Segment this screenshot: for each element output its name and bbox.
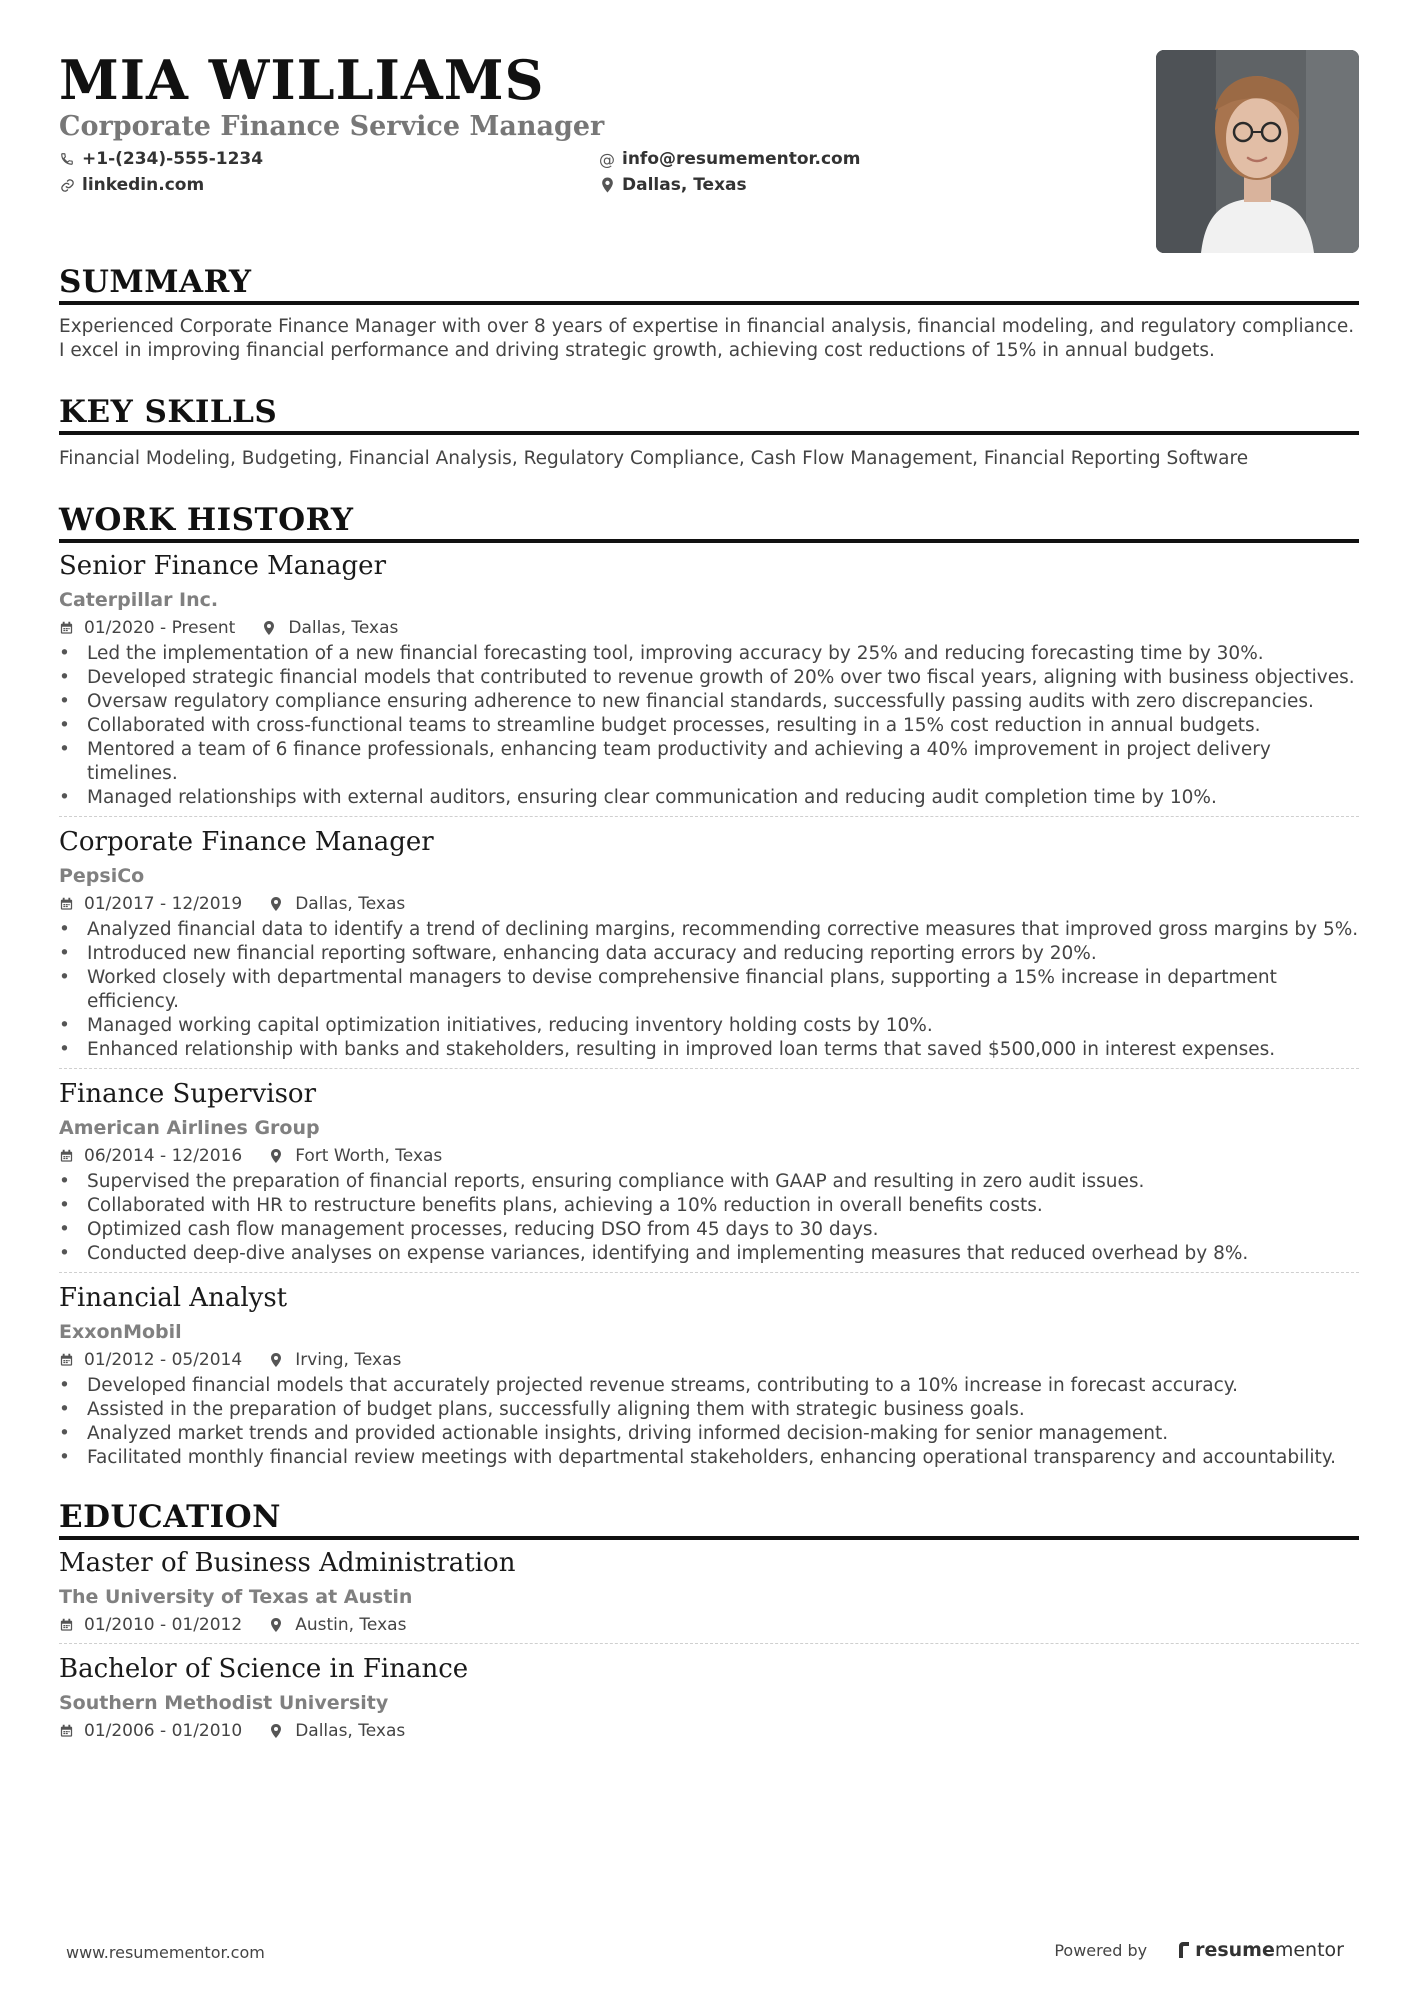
job-location: Fort Worth, Texas	[295, 1146, 443, 1166]
job-entry	[59, 1281, 1359, 1476]
bullet-item: • Developed strategic financial models that contributed to revenue growth of 20% over two fiscal years, aligning with business objectives.	[59, 666, 1359, 690]
phone-text: +1-(234)-555-1234	[82, 149, 264, 169]
bullet-item: • Mentored a team of 6 finance professionals, enhancing team productivity and achieving a 40% improvement in project delivery timelines.	[59, 738, 1359, 786]
skills-heading: KEY SKILLS	[59, 393, 1359, 435]
bullet-item: • Led the implementation of a new financial forecasting tool, improving accuracy by 25% and reducing forecasting time by 30%.	[59, 642, 1359, 666]
resume-page	[59, 50, 1359, 1757]
job-dates: 01/2020 - Present	[84, 618, 236, 638]
job-role: Financial Analyst	[59, 1283, 288, 1313]
job-role: Senior Finance Manager	[59, 551, 386, 581]
job-meta	[59, 892, 1359, 916]
calendar-icon	[59, 1617, 75, 1633]
calendar-icon	[59, 1723, 75, 1739]
bullet-item: • Enhanced relationship with banks and stakeholders, resulting in improved loan terms that saved $500,000 in interest expenses.	[59, 1038, 1359, 1062]
job-meta	[59, 1348, 1359, 1372]
resume-header	[59, 50, 1359, 255]
bullet-item: • Supervised the preparation of financial reports, ensuring compliance with GAAP and resulting in zero audit issues.	[59, 1170, 1359, 1194]
footer-powered	[1054, 1939, 1344, 1961]
job-entry	[59, 1077, 1359, 1273]
education-heading: EDUCATION	[59, 1498, 1359, 1540]
education-school: Southern Methodist University	[59, 1692, 389, 1714]
skills-text: Financial Modeling, Budgeting, Financial Analysis, Regulatory Compliance, Cash Flow Management, Financial Reporting Software	[59, 448, 1249, 469]
contact-phone	[59, 148, 599, 170]
bullet-item: • Introduced new financial reporting software, enhancing data accuracy and reducing reporting errors by 20%.	[59, 942, 1359, 966]
education-degree: Master of Business Administration	[59, 1548, 516, 1578]
bullet-item: • Analyzed financial data to identify a trend of declining margins, recommending corrective measures that improved gross margins by 5%.	[59, 918, 1359, 942]
job-entry	[59, 549, 1359, 817]
work-history-heading: WORK HISTORY	[59, 501, 1359, 543]
brand-name-light: mentor	[1274, 1939, 1344, 1961]
location-pin-icon	[270, 1148, 286, 1164]
job-company: Caterpillar Inc.	[59, 589, 219, 611]
footer-website[interactable]: www.resumementor.com	[66, 1943, 265, 1962]
linkedin-text[interactable]: linkedin.com	[82, 175, 205, 195]
bullet-item: • Developed financial models that accurately projected revenue streams, contributing to a 10% increase in forecast accuracy.	[59, 1374, 1359, 1398]
job-dates: 01/2017 - 12/2019	[84, 894, 243, 914]
job-role: Corporate Finance Manager	[59, 827, 434, 857]
education-degree: Bachelor of Science in Finance	[59, 1654, 469, 1684]
bullet-item: • Analyzed market trends and provided actionable insights, driving informed decision-making for senior management.	[59, 1422, 1359, 1446]
link-icon	[59, 177, 75, 193]
calendar-icon	[59, 620, 75, 636]
location-pin-icon	[270, 896, 286, 912]
job-dates: 06/2014 - 12/2016	[84, 1146, 243, 1166]
summary-heading: SUMMARY	[59, 263, 1359, 305]
location-pin-icon	[599, 177, 615, 193]
contact-location	[599, 174, 1139, 196]
bullet-item: • Managed relationships with external auditors, ensuring clear communication and reducing audit completion time by 10%.	[59, 786, 1359, 810]
job-role: Finance Supervisor	[59, 1079, 317, 1109]
education-entry	[59, 1652, 1359, 1749]
education-section	[59, 1498, 1359, 1749]
bullet-item: • Optimized cash flow management processes, reducing DSO from 45 days to 30 days.	[59, 1218, 1359, 1242]
bullet-item: • Facilitated monthly financial review meetings with departmental stakeholders, enhancing operational transparency and accountability.	[59, 1446, 1359, 1470]
job-meta	[59, 1144, 1359, 1168]
work-history-section	[59, 501, 1359, 1476]
location-pin-icon	[270, 1723, 286, 1739]
summary-text: Experienced Corporate Finance Manager with over 8 years of expertise in financial analysis, financial modeling, and regulatory compliance. I excel in improving financial performance and driving strategic growth, achieving cost reductions of 15% in annual budgets.	[59, 316, 1355, 361]
bullet-item: • Conducted deep-dive analyses on expense variances, identifying and implementing measures that reduced overhead by 8%.	[59, 1242, 1359, 1266]
calendar-icon	[59, 896, 75, 912]
job-company: ExxonMobil	[59, 1321, 182, 1343]
education-location: Dallas, Texas	[295, 1721, 406, 1741]
job-location: Dallas, Texas	[295, 894, 406, 914]
candidate-name: MIA WILLIAMS	[59, 48, 545, 112]
email-text[interactable]: info@resumementor.com	[622, 149, 861, 169]
job-bullets	[59, 1170, 1359, 1266]
calendar-icon	[59, 1352, 75, 1368]
education-dates: 01/2010 - 01/2012	[84, 1615, 243, 1635]
job-location: Dallas, Texas	[288, 618, 399, 638]
contact-email	[599, 148, 1139, 170]
education-dates: 01/2006 - 01/2010	[84, 1721, 243, 1741]
brand-mark-icon	[1177, 1941, 1191, 1959]
bullet-item: • Collaborated with cross-functional teams to streamline budget processes, resulting in a 15% cost reduction in annual budgets.	[59, 714, 1359, 738]
location-pin-icon	[270, 1352, 286, 1368]
summary-section	[59, 263, 1359, 363]
bullet-item: • Oversaw regulatory compliance ensuring adherence to new financial standards, successfully passing audits with zero discrepancies.	[59, 690, 1359, 714]
job-bullets	[59, 642, 1359, 810]
job-company: PepsiCo	[59, 865, 145, 887]
candidate-title: Corporate Finance Service Manager	[59, 111, 605, 142]
at-sign-icon: @	[599, 149, 615, 169]
education-entry	[59, 1546, 1359, 1644]
profile-photo	[1156, 50, 1359, 253]
brand-logo[interactable]	[1177, 1939, 1344, 1961]
job-entry	[59, 825, 1359, 1069]
brand-name-bold: resume	[1195, 1939, 1275, 1961]
powered-by-label: Powered by	[1054, 1940, 1148, 1960]
contact-linkedin	[59, 174, 599, 196]
calendar-icon	[59, 1148, 75, 1164]
job-location: Irving, Texas	[295, 1350, 402, 1370]
bullet-item: • Assisted in the preparation of budget plans, successfully aligning them with strategic business goals.	[59, 1398, 1359, 1422]
bullet-item: • Collaborated with HR to restructure benefits plans, achieving a 10% reduction in overall benefits costs.	[59, 1194, 1359, 1218]
bullet-item: • Worked closely with departmental managers to devise comprehensive financial plans, supporting a 15% increase in department efficiency.	[59, 966, 1359, 1014]
bullet-item: • Managed working capital optimization initiatives, reducing inventory holding costs by 10%.	[59, 1014, 1359, 1038]
location-pin-icon	[263, 620, 279, 636]
job-meta	[59, 616, 1359, 640]
job-company: American Airlines Group	[59, 1117, 320, 1139]
job-bullets	[59, 918, 1359, 1062]
education-meta	[59, 1719, 1359, 1743]
job-dates: 01/2012 - 05/2014	[84, 1350, 243, 1370]
phone-icon	[59, 151, 75, 167]
job-bullets	[59, 1374, 1359, 1470]
education-location: Austin, Texas	[295, 1615, 407, 1635]
location-text: Dallas, Texas	[622, 175, 747, 195]
skills-section	[59, 393, 1359, 471]
education-school: The University of Texas at Austin	[59, 1586, 413, 1608]
location-pin-icon	[270, 1617, 286, 1633]
education-meta	[59, 1613, 1359, 1637]
